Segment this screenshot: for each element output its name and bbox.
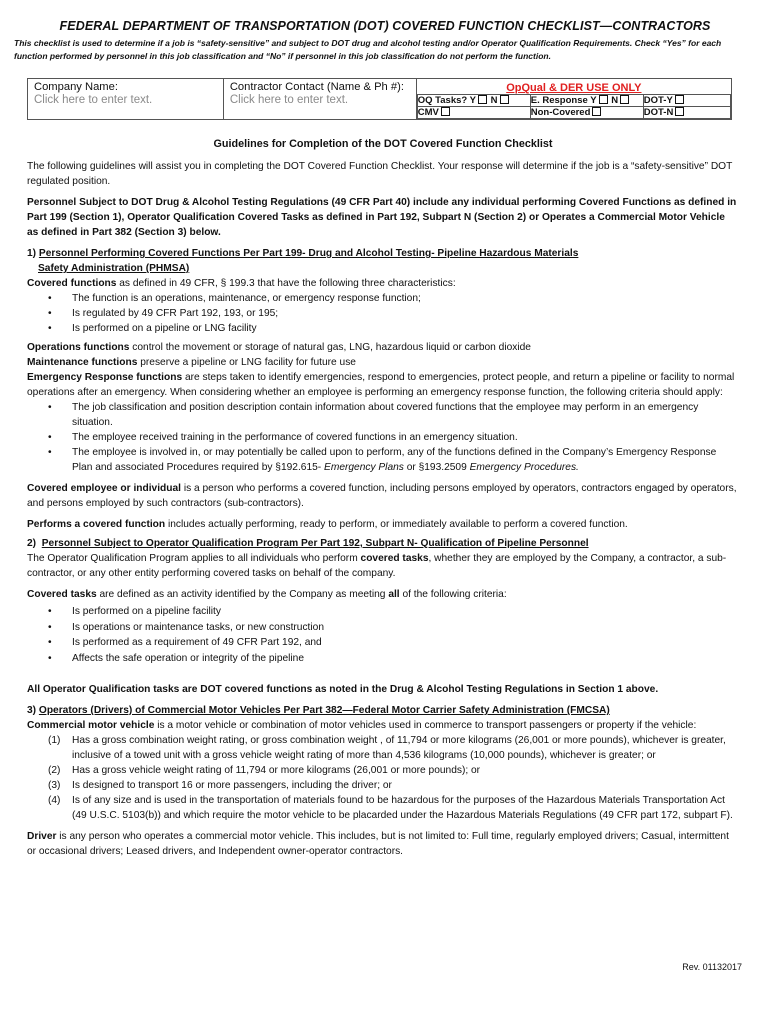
covered-tasks-def: Covered tasks are defined as an activity identified by the Company as meeting all of the following criteria: xyxy=(27,589,507,600)
contact-field[interactable]: Click here to enter text. xyxy=(229,94,349,106)
covered-tasks-list xyxy=(27,604,739,666)
list-item: • Affects the safe operation or integrity of the pipeline xyxy=(27,651,739,667)
dot-n-checkbox[interactable] xyxy=(675,107,684,116)
dot-y-checkbox[interactable] xyxy=(675,95,684,104)
dot-n-label: DOT-N xyxy=(643,107,674,118)
list-item: • The employee is involved in, or may potentially be called upon to perform, any of the functions defined in the Company’s Emergency Response Plan and associated Procedures required by §192.615- Emergency Plans or §193.2509 Emergency Procedures. xyxy=(27,445,739,475)
list-item: (1) Has a gross combination weight rating, or gross combination weight , of 11,794 or more kilograms (26,001 or more pounds), whichever is greater, inclusive of a towed unit with a gross vehicle weight rating of more than 4,536 kilograms (10,000 pounds), whichever is greater; or xyxy=(48,735,726,761)
opqual-grid xyxy=(417,94,731,119)
list-item: (2) Has a gross vehicle weight rating of 11,794 or more kilograms (26,001 or more pounds); or xyxy=(48,765,481,776)
covered-functions-def: Covered functions as defined in 49 CFR, § 199.3 that have the following three characteristics: xyxy=(27,278,456,289)
guidelines-body xyxy=(27,135,739,865)
list-item: • Is regulated by 49 CFR Part 192, 193, or 195; xyxy=(27,306,739,321)
guidelines-scope: Personnel Subject to DOT Drug & Alcohol Testing Regulations (49 CFR Part 40) include any individual performing Covered Functions as defined in Part 199 (Section 1), Operator Qualification Covered Tasks as defined in Part 192, Subpart N (Section 2) or Operates a Commercial Motor Vehicle as defined in Part 382 (Section 3) below. xyxy=(27,197,737,238)
list-item: • Is performed on a pipeline or LNG facility xyxy=(27,321,739,336)
non-covered-label: Non-Covered xyxy=(530,107,591,118)
section3-heading: 3) Operators (Drivers) of Commercial Motor Vehicles Per Part 382—Federal Motor Carrier Safety Administration (FMCSA) xyxy=(27,705,610,716)
contact-label: Contractor Contact (Name & Ph #): xyxy=(229,81,404,93)
maintenance-functions-def: Maintenance functions preserve a pipeline or LNG facility for future use xyxy=(27,357,356,368)
contact-cell xyxy=(223,79,416,120)
company-field[interactable]: Click here to enter text. xyxy=(34,94,153,106)
oq-program-text: The Operator Qualification Program applies to all individuals who perform covered tasks, whether they are employed by the Company, a contractor, a sub-contractor, or any other entity performing covered tasks on behalf of the company. xyxy=(27,553,727,579)
list-item: (4) Is of any size and is used in the transportation of materials found to be hazardous for the purposes of the Hazardous Materials Transportation Act (49 U.S.C. 5103(b)) and which require the motor vehicle to be placarded under the Hazardous Materials Regulations (49 CFR part 172, subpart F). xyxy=(48,795,733,821)
non-covered-checkbox[interactable] xyxy=(592,107,601,116)
opqual-heading: OpQual & DER USE ONLY xyxy=(506,82,642,94)
section2-heading: 2) Personnel Subject to Operator Qualification Program Per Part 192, Subpart N- Qualification of Pipeline Personnel xyxy=(27,538,589,549)
e-response-label: E. Response Y xyxy=(530,95,597,106)
e-response-no-checkbox[interactable] xyxy=(620,95,629,104)
covered-functions-list xyxy=(27,291,739,336)
document-title: FEDERAL DEPARTMENT OF TRANSPORTATION (DOT) COVERED FUNCTION CHECKLIST—CONTRACTORS xyxy=(59,19,711,33)
list-item: • Is performed as a requirement of 49 CFR Part 192, and xyxy=(27,635,739,651)
list-item: • The function is an operations, maintenance, or emergency response function; xyxy=(27,291,739,306)
opqual-cell xyxy=(416,79,731,120)
company-label: Company Name: xyxy=(34,81,118,93)
oq-tasks-label: OQ Tasks? Y xyxy=(417,95,477,106)
document-intro: This checklist is used to determine if a job is “safety-sensitive” and subject to DOT drug and alcohol testing and/or Operator Qualification Requirements. Check “Yes” for each function performed by personnel in this job classification and “No” if personnel in this job classification do not perform the function. xyxy=(14,38,722,61)
e-response-no-label: N xyxy=(611,95,619,106)
performs-covered-function-def: Performs a covered function includes actually performing, ready to perform, or immediately available to perform a covered function. xyxy=(27,519,628,530)
list-item: • The job classification and position description contain information about covered functions that the employee may perform in an emergency situation. xyxy=(27,400,739,430)
covered-employee-def: Covered employee or individual is a person who performs a covered function, including persons employed by operators, contractors engaged by operators, and persons employed by such contractors (sub-contractors). xyxy=(27,483,737,509)
driver-def: Driver is any person who operates a commercial motor vehicle. This includes, but is not limited to: Full time, regularly employed drivers; Casual, intermittent or occasional drivers; Leased drivers, and Independent owner-operator contractors. xyxy=(27,831,729,857)
guidelines-title: Guidelines for Completion of the DOT Covered Function Checklist xyxy=(213,138,553,150)
list-item: • Is performed on a pipeline facility xyxy=(27,604,739,620)
header-table xyxy=(27,78,732,120)
revision-label: Rev. 01132017 xyxy=(682,962,742,972)
oq-no-checkbox[interactable] xyxy=(500,95,509,104)
guidelines-intro: The following guidelines will assist you in completing the DOT Covered Function Checklist. Your response will determine if the job is a “safety-sensitive” DOT regulated position. xyxy=(27,161,733,187)
oq-note: All Operator Qualification tasks are DOT covered functions as noted in the Drug & Alcohol Testing Regulations in Section 1 above. xyxy=(27,684,659,695)
list-item: • The employee received training in the performance of covered functions in an emergency situation. xyxy=(27,430,739,445)
emergency-response-def: Emergency Response functions are steps taken to identify emergencies, respond to emergencies, protect people, and return a pipeline or facility to normal operations after an emergency. When considering whether an employee is performing an emergency response function, the following criteria should apply: xyxy=(27,372,735,398)
list-item: • Is operations or maintenance tasks, or new construction xyxy=(27,620,739,636)
e-response-yes-checkbox[interactable] xyxy=(599,95,608,104)
company-cell xyxy=(28,79,224,120)
emergency-criteria-list xyxy=(27,400,739,475)
oq-yes-checkbox[interactable] xyxy=(478,95,487,104)
list-item: (3) Is designed to transport 16 or more passengers, including the driver; or xyxy=(48,780,392,791)
oq-no-label: N xyxy=(490,95,498,106)
cmv-checkbox[interactable] xyxy=(441,107,450,116)
cmv-def: Commercial motor vehicle is a motor vehicle or combination of motor vehicles used in commerce to transport passengers or property if the vehicle: xyxy=(27,720,697,731)
section1-heading: 1) Personnel Performing Covered Functions Per Part 199- Drug and Alcohol Testing- Pipeline Hazardous Materials Safety Administration (PHMSA) xyxy=(27,248,579,274)
cmv-criteria-list xyxy=(27,733,739,823)
cmv-label: CMV xyxy=(417,107,439,118)
operations-functions-def: Operations functions control the movement or storage of natural gas, LNG, hazardous liquid or carbon dioxide xyxy=(27,342,531,353)
dot-y-label: DOT-Y xyxy=(643,95,673,106)
